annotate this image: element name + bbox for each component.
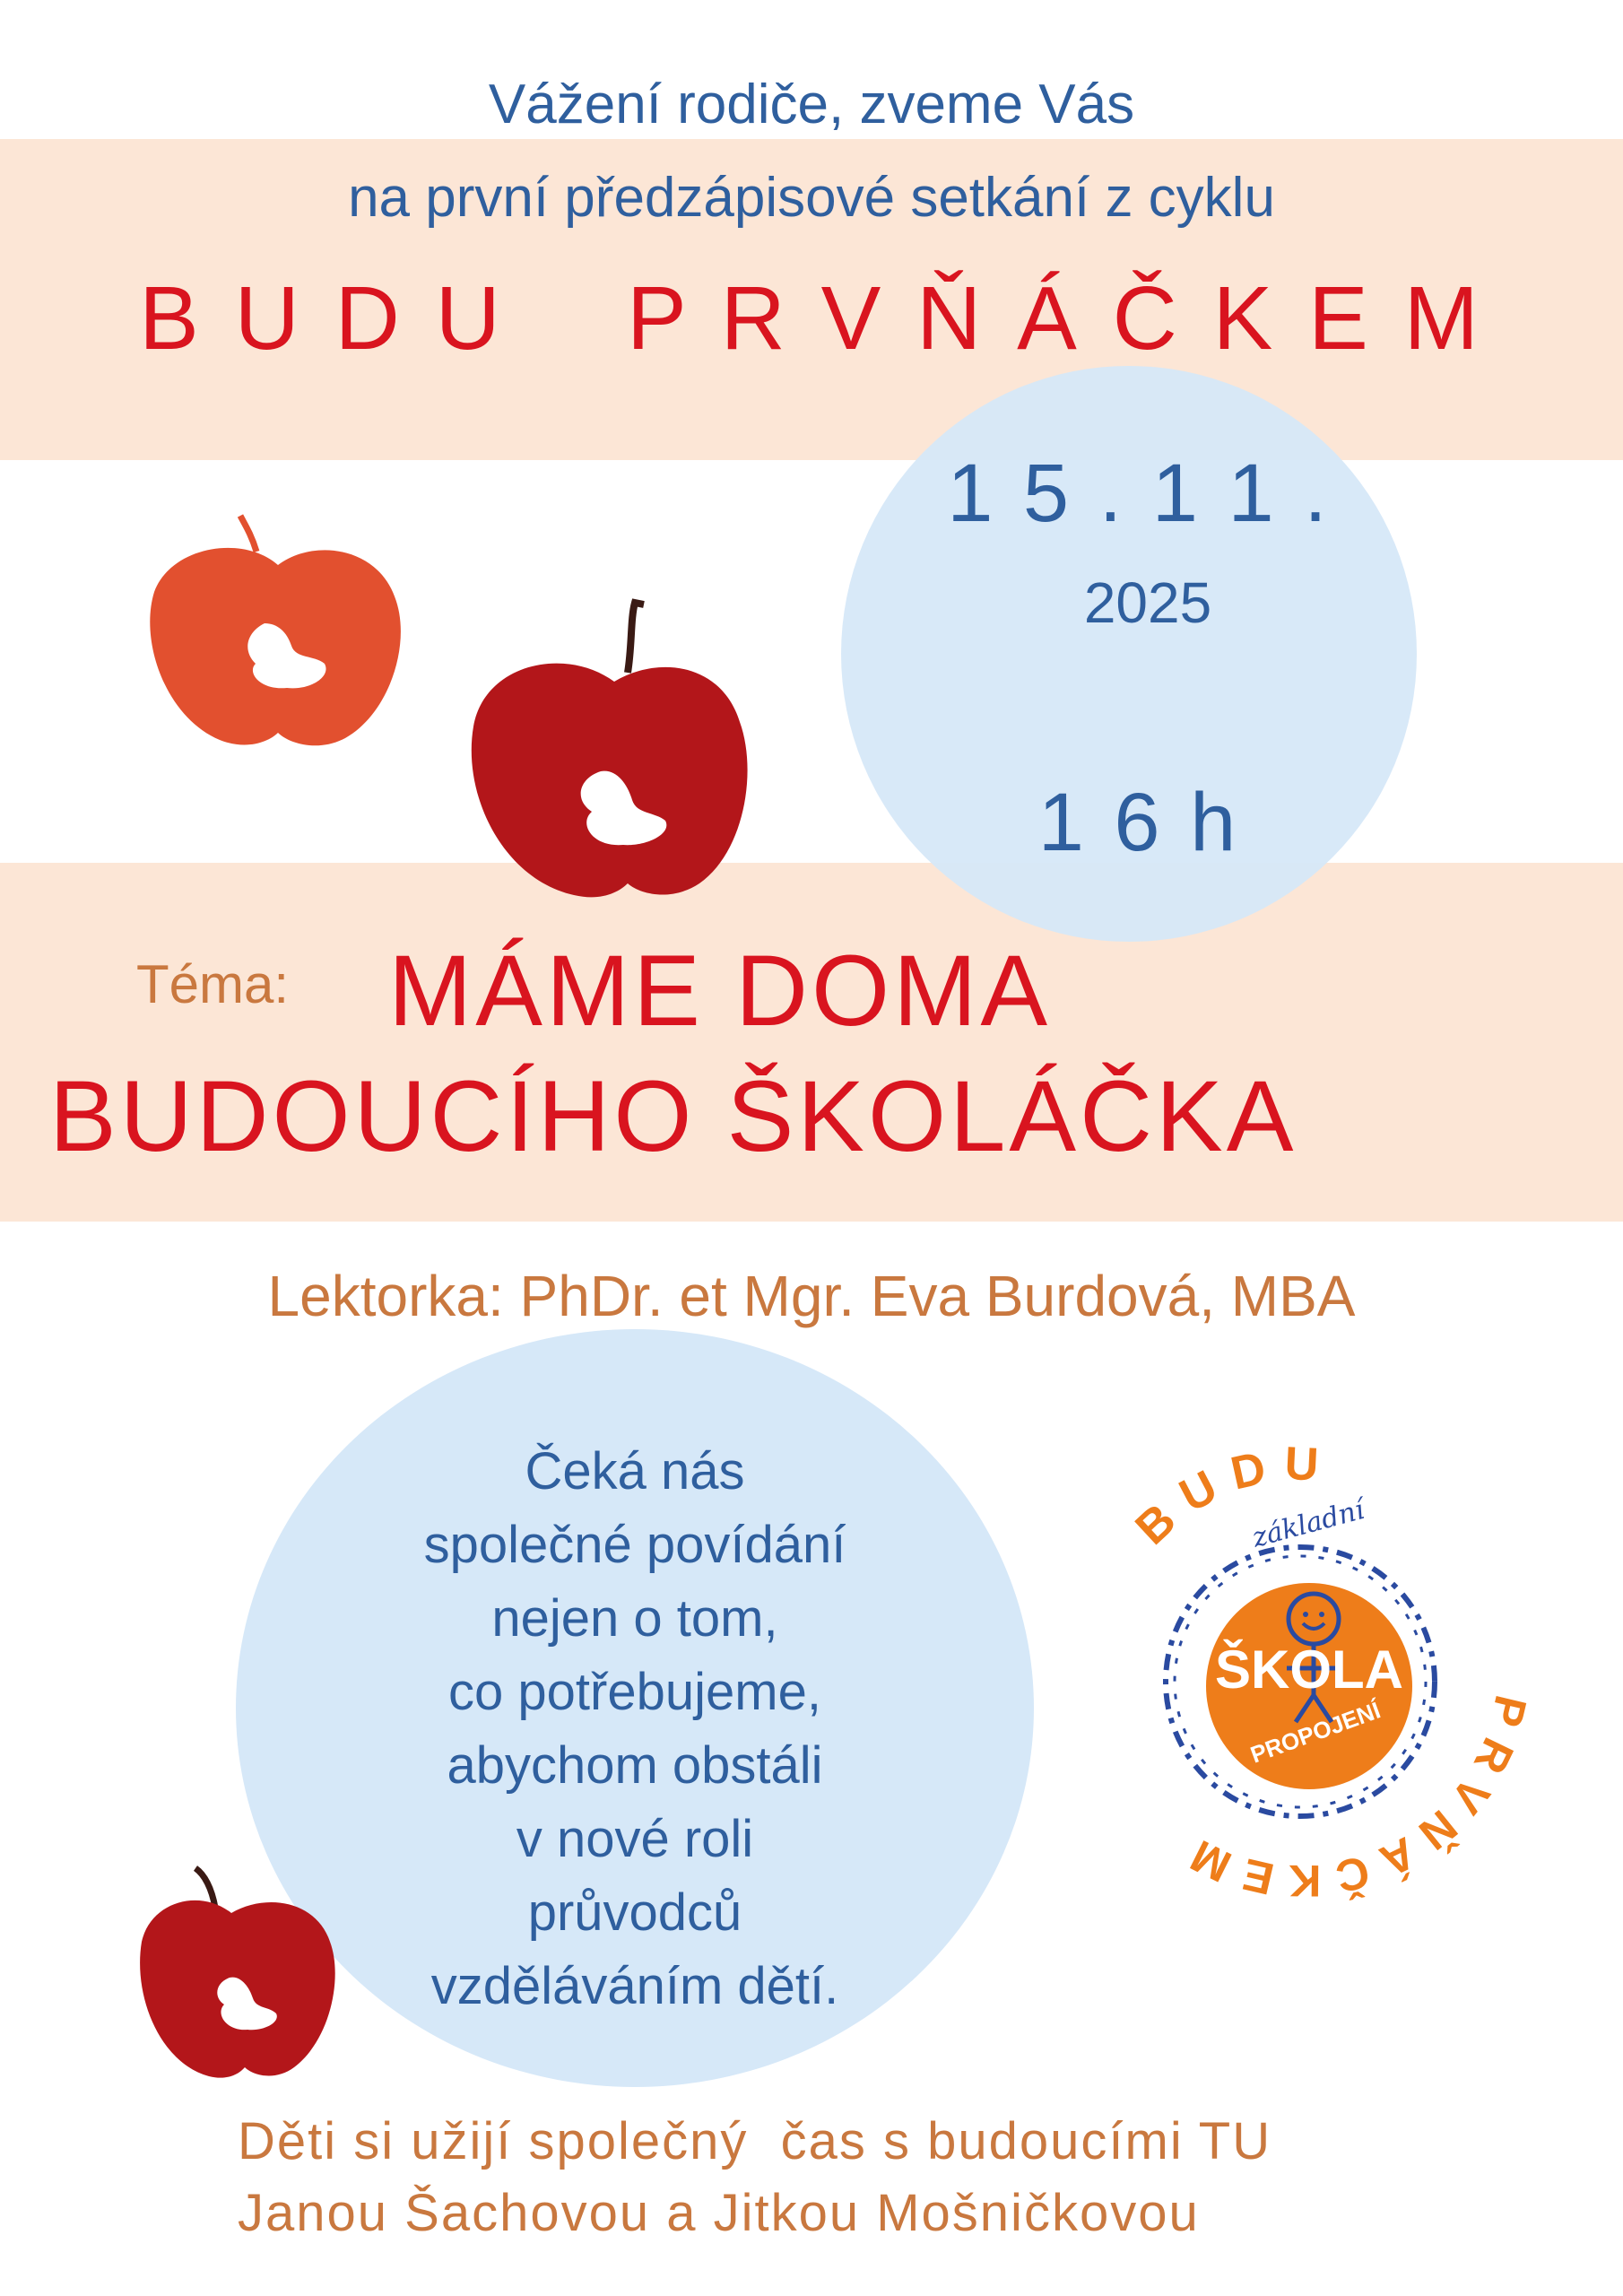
event-year: 2025 (1083, 570, 1212, 635)
topic-title-line-1: MÁME DOMA (388, 935, 1052, 1047)
description-line: průvodců (527, 1883, 742, 1942)
description-line: Čeká nás (525, 1442, 745, 1500)
topic-label: Téma: (136, 954, 290, 1014)
logo-script-text: základní (1249, 1493, 1368, 1554)
event-time: 1 6 h (1037, 777, 1240, 868)
footer-line-2: Janou Šachovou a Jitkou Mošničkovou (238, 2184, 1200, 2242)
description-text (236, 1435, 1034, 2023)
logo-center-word: ŠKOLA (1215, 1639, 1403, 1700)
description-line: co potřebujeme, (448, 1663, 821, 1721)
description-line: nejen o tom, (491, 1589, 778, 1648)
topic-title-line-2: BUDOUCÍHO ŠKOLÁČKA (49, 1060, 1298, 1172)
apple-small-image (133, 1852, 348, 2085)
invitation-line-1: Vážení rodiče, zveme Vás (488, 74, 1135, 135)
logo-arc-text: BUDU (1125, 1437, 1336, 1555)
logo-center-sub: PROPOJENÍ (1246, 1696, 1384, 1769)
school-logo (1031, 1399, 1569, 1937)
footer-line-1: Děti si užijí společný čas s budoucími TU (238, 2112, 1272, 2170)
logo-arc-text-bottom: PRVŇÁČKEM (1171, 1691, 1537, 1907)
event-date: 1 5 . 1 1 . (947, 448, 1331, 539)
description-line: abychom obstáli (447, 1736, 823, 1795)
description-line: společné povídání (423, 1516, 846, 1574)
apple-red-image (457, 592, 762, 906)
description-line: v nové roli (516, 1810, 754, 1868)
description-line: vzděláváním dětí. (430, 1957, 839, 2015)
event-series-title: B U D U P R V Ň Á Č K E M (139, 268, 1484, 369)
apple-orange-image (135, 498, 421, 776)
lecturer-name: Lektorka: PhDr. et Mgr. Eva Burdová, MBA (267, 1264, 1356, 1328)
invitation-line-2: na první předzápisové setkání z cyklu (348, 167, 1275, 229)
